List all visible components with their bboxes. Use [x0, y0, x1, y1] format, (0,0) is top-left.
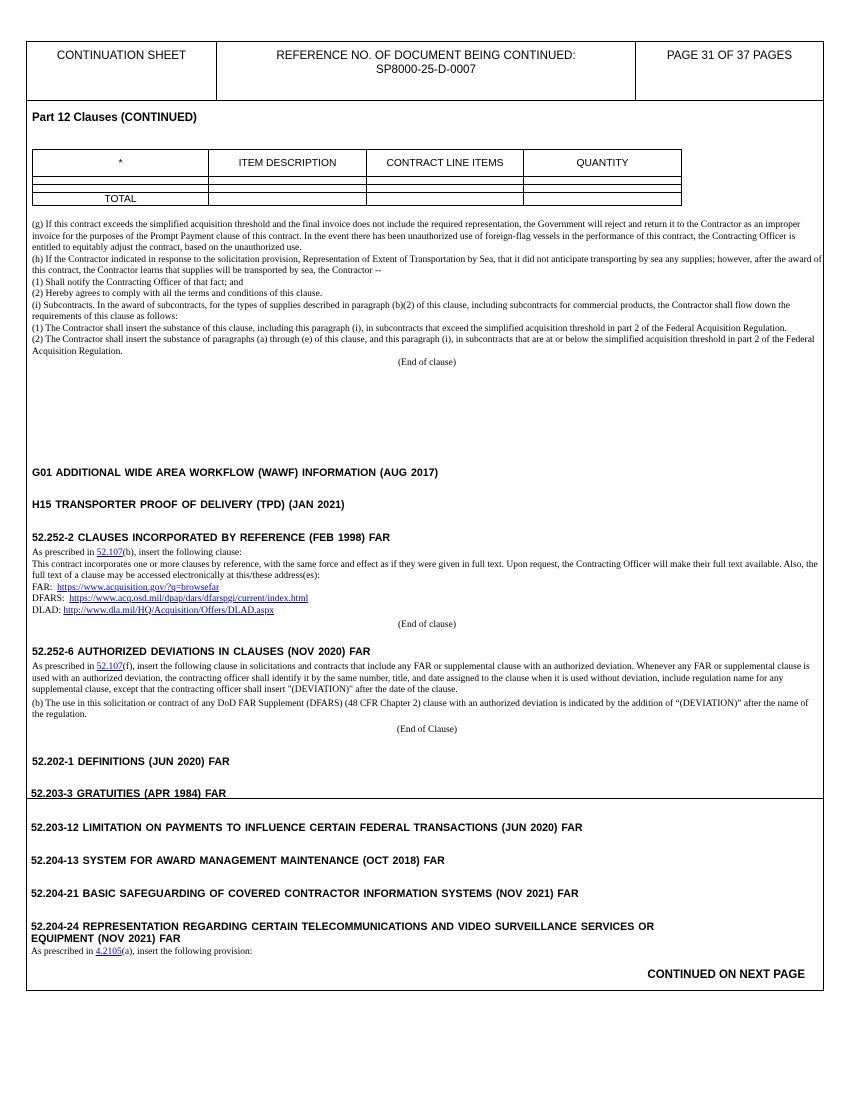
heading-52-202-1: 52.202-1 DEFINITIONS (JUN 2020) FAR: [32, 756, 230, 768]
link-52-107[interactable]: 52.107: [96, 548, 123, 558]
heading-52-203-12: 52.203-12 LIMITATION ON PAYMENTS TO INFLUENCE CERTAIN FEDERAL TRANSACTIONS (JUN 2020) FAR: [31, 822, 583, 834]
heading-52-252-2: 52.252-2 CLAUSES INCORPORATED BY REFERENCE (FEB 1998) FAR: [32, 532, 391, 544]
paragraph-h1: (1) Shall notify the Contracting Officer of that fact; and: [32, 277, 244, 288]
far-label: FAR:: [32, 582, 53, 593]
heading-g01: G01 ADDITIONAL WIDE AREA WORKFLOW (WAWF) INFORMATION (AUG 2017): [32, 467, 439, 479]
cell: [209, 193, 367, 206]
far-link[interactable]: https://www.acquisition.gov/?q=browsefar: [57, 582, 220, 593]
paragraph-h: (h) If the Contractor indicated in response to the solicitation provision, Representation of Extent of Transportation by Sea, that it did not anticipate transporting by sea any supplies; however, after the award of this contract, the Contractor learns that supplies will be transported by sea, the Contractor --: [32, 254, 822, 276]
cell: [209, 185, 367, 193]
heading-52-204-21: 52.204-21 BASIC SAFEGUARDING OF COVERED CONTRACTOR INFORMATION SYSTEMS (NOV 2021) FAR: [31, 888, 579, 900]
cell: [367, 193, 524, 206]
clause-text: This contract incorporates one or more clauses by reference, with the same force and effect as if they were given in full text. Upon request, the Contracting Officer will make their full text available. Also, the full text of a clause may be accessed electronically at this/these address(es):: [32, 559, 818, 581]
cell: [524, 193, 682, 206]
cell: [33, 177, 209, 185]
col-contract-line-items: CONTRACT LINE ITEMS: [367, 150, 524, 177]
col-star: *: [33, 150, 209, 177]
prescribed-text: As prescribed in: [32, 548, 97, 558]
paragraph-g: (g) If this contract exceeds the simplified acquisition threshold and the final invoice does not include the required representation, the Government will reject and return it to the Contractor as an improper invoice for the purposes of the Prompt Payment clause of this contract. In the event there has been unauthorized use of foreign-flag vessels in the performance of this contract, the Contracting Officer is entitled to equitably adjust the contract, based on the unauthorized use.: [32, 220, 801, 253]
cell: [524, 185, 682, 193]
heading-h15: H15 TRANSPORTER PROOF OF DELIVERY (TPD) (JAN 2021): [32, 499, 345, 511]
header-left-text: CONTINUATION SHEET: [56, 49, 187, 62]
clause-52-252-6-body: [32, 662, 822, 736]
continued-on-next-page: CONTINUED ON NEXT PAGE: [647, 969, 805, 981]
sheet-header: [27, 42, 823, 101]
paragraph-b: (b) The use in this solicitation or contract of any DoD FAR Supplement (DFARS) (48 CFR Chapter 2) clause with an authorized deviation is indicated by the addition of “(DEVIATION)” after the name of the regulation.: [32, 698, 809, 720]
paragraph-i: (i) Subcontracts. In the award of subcontracts, for the types of supplies described in paragraph (b)(2) of this clause, including subcontracts for commercial products, the Contractor shall flow down the requirements of this clause as follows:: [32, 300, 790, 322]
heading-52-204-24-line2: EQUIPMENT (NOV 2021) FAR: [31, 933, 181, 945]
dlad-label: DLAD:: [32, 605, 62, 616]
end-of-clause: (End of Clause): [396, 724, 458, 735]
dfars-link[interactable]: https://www.acq.osd.mil/dpap/dars/dfarspgi/current/index.html: [69, 594, 309, 604]
link-4-2105[interactable]: 4.2105: [95, 947, 122, 957]
clause-body-continued: [32, 220, 822, 370]
prescribed-line: [32, 662, 822, 697]
prescribed-text: As prescribed in: [31, 947, 96, 957]
link-52-107[interactable]: 52.107: [96, 662, 123, 672]
heading-52-203-3: 52.203-3 GRATUITIES (APR 1984) FAR: [31, 788, 227, 800]
heading-52-204-24-line1: 52.204-24 REPRESENTATION REGARDING CERTAIN TELECOMMUNICATIONS AND VIDEO SURVEILLANCE SERVICES OR: [31, 921, 655, 933]
far-line: [32, 583, 822, 595]
prescribed-text: As prescribed in: [32, 662, 97, 672]
cell: [209, 177, 367, 185]
cell: [33, 185, 209, 193]
total-label: TOTAL: [33, 193, 209, 206]
header-continuation-sheet: [27, 42, 217, 100]
paragraph-h2: (2) Hereby agrees to comply with all the terms and conditions of this clause.: [32, 289, 323, 299]
items-table: [32, 149, 682, 206]
prescribed-text: (a), insert the following provision:: [121, 947, 253, 957]
header-reference-no: [217, 42, 636, 100]
dlad-link[interactable]: http://www.dla.mil/HQ/Acquisition/Offers/DLAD.aspx: [63, 605, 274, 616]
paragraph-i2: (2) The Contractor shall insert the substance of paragraphs (a) through (e) of this clause, and this paragraph (i), in subcontracts that are at or below the simplified acquisition threshold in part 2 of the Federal Acquisition Regulation.: [32, 335, 815, 357]
col-quantity: QUANTITY: [524, 150, 682, 177]
cell: [367, 177, 524, 185]
continuation-sheet: [26, 41, 824, 799]
frame-lower: [26, 798, 824, 991]
header-page-text: PAGE 31 OF 37 PAGES: [666, 49, 793, 62]
header-reference-label: REFERENCE NO. OF DOCUMENT BEING CONTINUED:: [276, 49, 576, 62]
dfars-label: DFARS:: [32, 594, 65, 604]
clause-52-252-2-body: [32, 548, 822, 632]
dlad-line: [32, 606, 822, 618]
dfars-line: [32, 594, 822, 606]
prescribed-line: [32, 548, 822, 560]
cell: [367, 185, 524, 193]
prescribed-text: (f), insert the following clause in solicitations and contracts that include any FAR or supplemental clause with an authorized deviation. Whenever any FAR or supplemental clause is used with an authorized deviation, the contracting officer shall identify it by the same number, title, and date assigned to the clause when it is used without deviation, include regulation name for any supplemental clause, except that the contracting officer shall insert "(DEVIATION)" after the date of the clause.: [32, 662, 810, 695]
end-of-clause: (End of clause): [397, 358, 457, 368]
prescribed-text: (b), insert the following clause:: [122, 548, 242, 558]
end-of-clause: (End of clause): [397, 620, 457, 630]
cell: [524, 177, 682, 185]
paragraph-i1: (1) The Contractor shall insert the substance of this clause, including this paragraph (i), in subcontracts that exceed the simplified acquisition threshold in part 2 of the Federal Acquisition Regulation.: [32, 323, 787, 334]
col-item-description: ITEM DESCRIPTION: [209, 150, 367, 177]
header-page-count: [636, 42, 823, 100]
part-title: Part 12 Clauses (CONTINUED): [32, 112, 197, 124]
heading-52-252-6: 52.252-6 AUTHORIZED DEVIATIONS IN CLAUSES (NOV 2020) FAR: [32, 646, 371, 658]
header-reference-number: SP8000-25-D-0007: [376, 63, 476, 76]
heading-52-204-13: 52.204-13 SYSTEM FOR AWARD MANAGEMENT MAINTENANCE (OCT 2018) FAR: [31, 855, 445, 867]
